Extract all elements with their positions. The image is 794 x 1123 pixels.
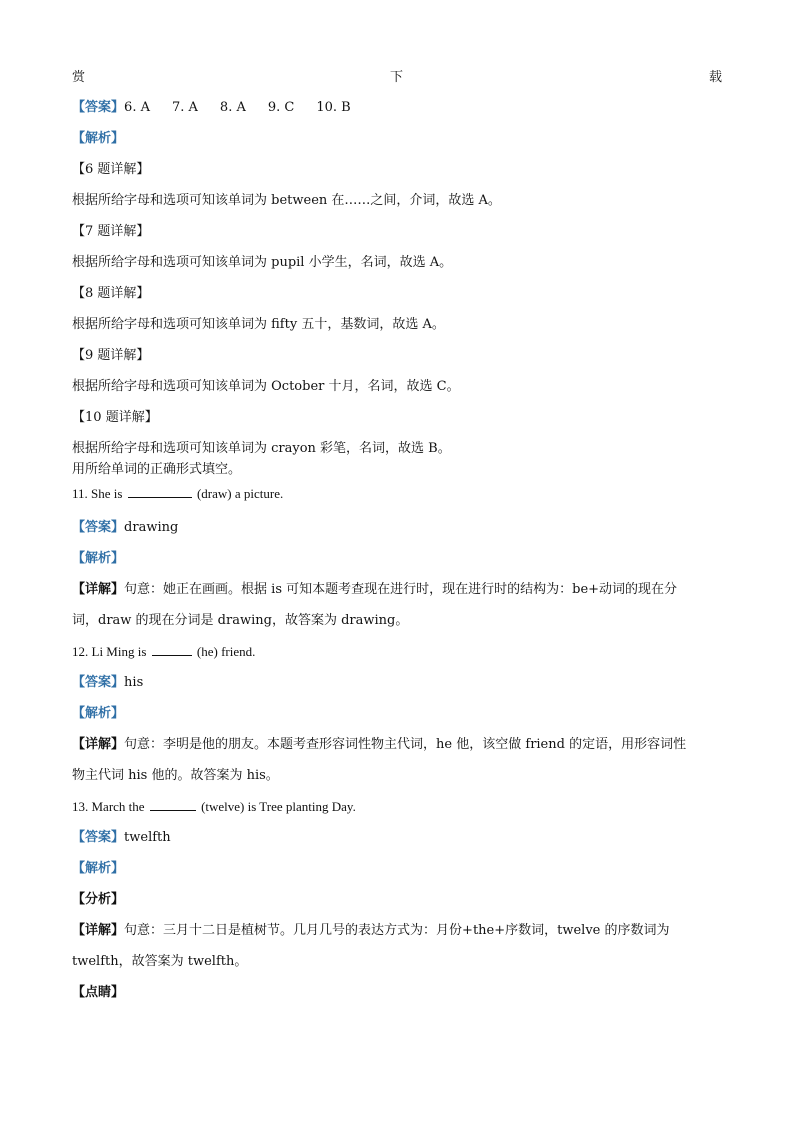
analyze-heading: 【分析】	[72, 892, 125, 907]
answer-value: his	[124, 675, 144, 690]
answer-item: 7. A	[171, 100, 198, 115]
section-text: 根据所给字母和选项可知该单词为 pupil 小学生，名词，故选 A。	[72, 255, 453, 270]
answer-item: 9. C	[267, 100, 295, 115]
document-body	[72, 92, 722, 1008]
detail-line: 【详解】句意：三月十二日是植树节。几月几号的表达方式为：月份+the+序数词，twelve 的序数词为	[72, 923, 670, 938]
section-text: 根据所给字母和选项可知该单词为 October 十月，名词，故选 C。	[72, 379, 460, 394]
section-text: 根据所给字母和选项可知该单词为 fifty 五十，基数词，故选 A。	[72, 317, 445, 332]
answer-item: 10. B	[316, 100, 351, 115]
section-title: 【7 题详解】	[72, 224, 150, 239]
answer-line: 【答案】drawing	[72, 520, 179, 535]
answer-blank	[128, 487, 192, 498]
question-11: 11. She is (draw) a picture.	[72, 486, 284, 501]
answer-label: 答案	[85, 100, 112, 115]
detail-line-cont: 词，draw 的现在分词是 drawing，故答案为 drawing。	[72, 613, 409, 628]
section-title: 【8 题详解】	[72, 286, 150, 301]
header-left: 赏	[72, 70, 86, 85]
section-title: 【9 题详解】	[72, 348, 150, 363]
instruction: 用所给单词的正确形式填空。	[72, 462, 242, 477]
header-center: 下	[390, 70, 404, 85]
analysis-heading: 【解析】	[72, 861, 125, 876]
section-text: 根据所给字母和选项可知该单词为 between 在……之间，介词，故选 A。	[72, 193, 501, 208]
detail-line: 【详解】句意：李明是他的朋友。本题考查形容词性物主代词，he 他，该空做 friend 的定语，用形容词性	[72, 737, 687, 752]
answer-item: 6. A	[124, 100, 150, 115]
answer-line: 【答案】twelfth	[72, 830, 171, 845]
analysis-heading: 【解析】	[72, 131, 125, 146]
question-12: 12. Li Ming is (he) friend.	[72, 644, 256, 659]
answer-blank	[150, 800, 196, 811]
analysis-heading: 【解析】	[72, 551, 125, 566]
answer-value: drawing	[124, 520, 179, 535]
section-title: 【6 题详解】	[72, 162, 150, 177]
answer-value: twelfth	[124, 830, 171, 845]
detail-line: 【详解】句意：她正在画画。根据 is 可知本题考查现在进行时，现在进行时的结构为：be+动词的现在分	[72, 582, 678, 597]
page-header	[72, 66, 722, 86]
header-right: 载	[708, 70, 722, 85]
answer-line-6-10: 【答案】6. A 7. A 8. A 9. C 10. B	[72, 92, 722, 123]
detail-line-cont: twelfth，故答案为 twelfth。	[72, 954, 248, 969]
answer-item: 8. A	[219, 100, 246, 115]
section-text: 根据所给字母和选项可知该单词为 crayon 彩笔，名词，故选 B。	[72, 441, 451, 456]
comment-heading: 【点睛】	[72, 985, 125, 1000]
answer-blank	[152, 645, 192, 656]
analysis-heading: 【解析】	[72, 706, 125, 721]
answer-line: 【答案】his	[72, 675, 144, 690]
detail-line-cont: 物主代词 his 他的。故答案为 his。	[72, 768, 279, 783]
section-title: 【10 题详解】	[72, 410, 158, 425]
question-13: 13. March the (twelve) is Tree planting Day.	[72, 799, 356, 814]
